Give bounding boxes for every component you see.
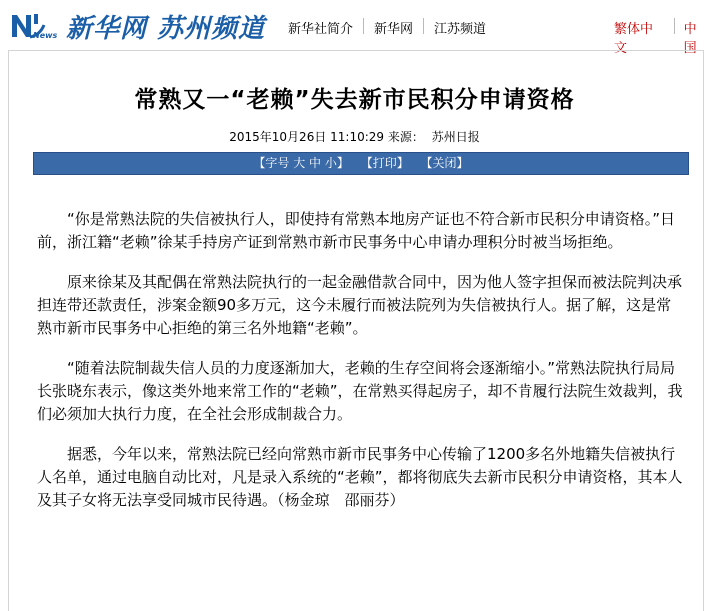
article-meta xyxy=(0,128,709,145)
top-nav xyxy=(288,18,486,37)
nav-xinhua-intro[interactable]: 新华社简介 xyxy=(288,22,354,37)
article-title: 常熟又一“老赖”失去新市民积分申请资格 xyxy=(134,87,575,113)
china-link[interactable]: 中国 xyxy=(683,22,697,56)
nav-divider xyxy=(423,18,424,34)
article-paragraph: “你是常熟法院的失信被执行人，即使持有常熟本地房产证也不符合新市民积分申请资格。”日前，浙江籍“老赖”徐某手持房产证到常熟市新市民事务中心申请办理积分时被当场拒绝。 xyxy=(37,210,676,251)
article-body xyxy=(37,208,685,529)
article-toolbar xyxy=(33,152,689,175)
site-logo[interactable] xyxy=(10,8,265,44)
nav-xinhuanet[interactable]: 新华网 xyxy=(374,22,414,37)
article-paragraph: “随着法院制裁失信人员的力度逐渐加大，老赖的生存空间将会逐渐缩小。”常熟法院执行局局长张晓东表示，像这类外地来常工作的“老赖”，在常熟买得起房子，却不肯履行法院生效裁判，我们必须加大执行力度，在全社会形成制裁合力。 xyxy=(37,359,683,423)
nav-divider xyxy=(363,18,364,34)
svg-text:News: News xyxy=(33,31,58,40)
close-button[interactable]: 【关闭】 xyxy=(420,156,469,170)
article-paragraph: 据悉，今年以来，常熟法院已经向常熟市新市民事务中心传输了1200多名外地籍失信被执行人名单，通过电脑自动比对，凡是录入系统的“老赖”，都将彻底失去新市民积分申请资格，其本人及其子女将无法享受同城市民待遇。（杨金琼 邵丽芬） xyxy=(37,445,683,509)
traditional-chinese-link[interactable]: 繁体中文 xyxy=(614,22,654,56)
font-size-control[interactable]: 【字号 大 中 小】 xyxy=(253,156,349,170)
logo-text: 新华网 苏州频道 xyxy=(66,13,266,44)
article-date: 2015年10月26日 11:10:29 xyxy=(229,130,385,144)
article-paragraph: 原来徐某及其配偶在常熟法院执行的一起金融借款合同中，因为他人签字担保而被法院判决承担连带还款责任，涉案金额90多万元，这今未履行而被法院列为失信被执行人。据了解，这是常熟市新市民事务中心拒绝的第三名外地籍“老赖”。 xyxy=(37,273,683,337)
nav-jiangsu-channel[interactable]: 江苏频道 xyxy=(434,22,487,37)
article-source: 苏州日报 xyxy=(431,130,480,144)
print-button[interactable]: 【打印】 xyxy=(360,156,409,170)
xinhua-logo-icon xyxy=(10,11,62,41)
header-bar xyxy=(0,0,709,56)
nav-divider xyxy=(674,18,675,34)
source-label: 来源： xyxy=(387,130,424,144)
